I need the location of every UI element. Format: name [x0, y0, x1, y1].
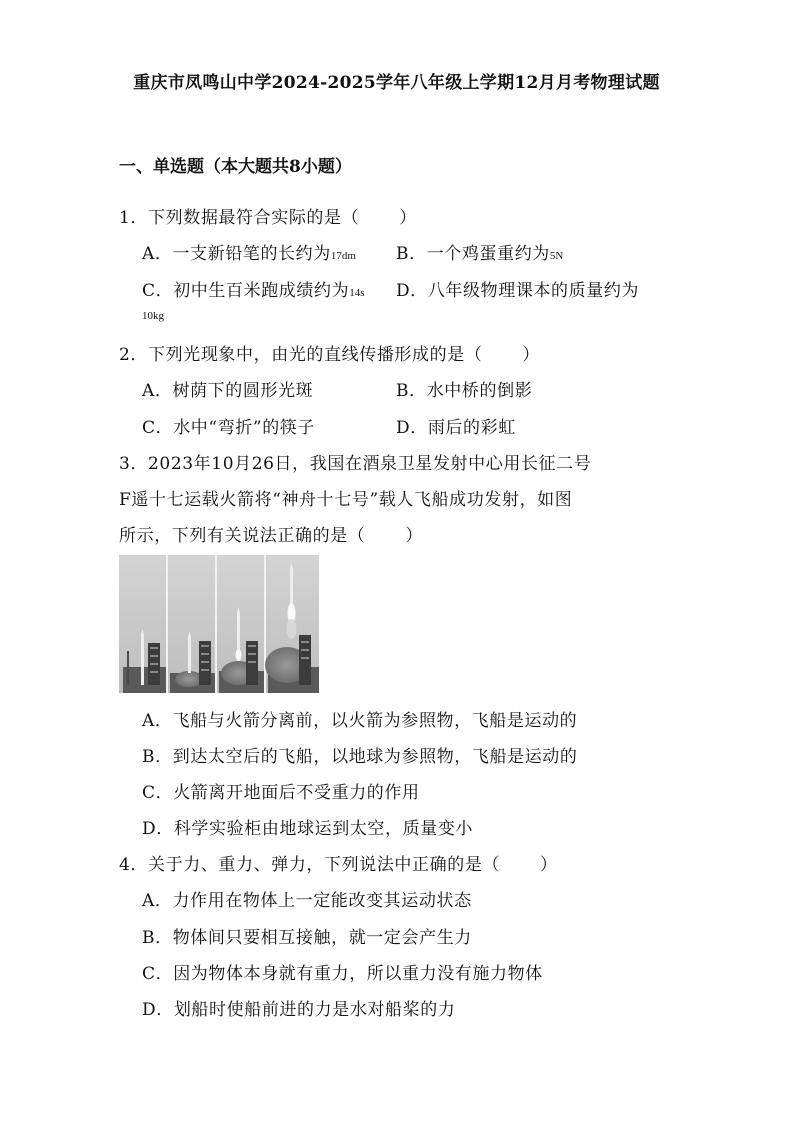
question-4-option-d: D．划船时使船前进的力是水对船桨的力	[142, 1000, 456, 1020]
option-c-text: C．初中生百米跑成绩约为	[142, 281, 350, 301]
option-b-value: 5N	[549, 250, 564, 262]
option-d-text: D．八年级物理课本的质量约为	[396, 281, 640, 301]
question-3-stem-close: ）	[405, 526, 424, 546]
question-4-stem-text: 4．关于力、重力、弹力，下列说法中正确的是（	[119, 855, 501, 875]
question-4-option-b: B．物体间只要相互接触，就一定会产生力	[142, 928, 472, 948]
question-3-stem-line-1: 3．2023年10月26日，我国在酒泉卫星发射中心用长征二号	[119, 454, 592, 474]
question-2-option-c: C．水中“弯折”的筷子	[142, 418, 315, 438]
option-a-value: 17dm	[330, 250, 356, 262]
question-2-stem-text: 2．下列光现象中，由光的直线传播形成的是（	[119, 345, 483, 365]
question-1-option-b	[396, 239, 563, 264]
question-3-option-a: A．飞船与火箭分离前，以火箭为参照物，飞船是运动的	[142, 711, 578, 731]
question-2-option-b: B．水中桥的倒影	[396, 381, 533, 401]
question-1-option-c	[142, 276, 365, 301]
question-2-stem-close: ）	[522, 345, 541, 365]
question-3-stem-text: 所示，下列有关说法正确的是（	[119, 526, 366, 546]
option-b-text: B．一个鸡蛋重约为	[396, 244, 550, 264]
section-heading: 一、单选题（本大题共8小题）	[119, 157, 352, 177]
question-1-stem	[119, 203, 417, 228]
question-1-stem-close: ）	[399, 208, 417, 228]
question-2-option-a: A．树荫下的圆形光斑	[142, 381, 314, 401]
question-4-option-c: C．因为物体本身就有重力，所以重力没有施力物体	[142, 964, 543, 984]
question-4-stem-close: ）	[540, 855, 558, 875]
question-3-stem-line-2: F遥十七运载火箭将“神舟十七号”载人飞船成功发射，如图	[119, 490, 573, 510]
question-1-stem-text: 1．下列数据最符合实际的是（	[119, 208, 360, 228]
question-3-option-d: D．科学实验柜由地球运到太空，质量变小	[142, 819, 474, 839]
question-4-stem	[119, 850, 558, 875]
option-a-text: A．一支新铅笔的长约为	[142, 244, 331, 264]
option-c-value: 14s	[349, 287, 365, 299]
question-1-option-d	[396, 276, 639, 301]
question-3-option-b: B．到达太空后的飞船，以地球为参照物，飞船是运动的	[142, 747, 578, 767]
question-2-stem	[119, 340, 540, 365]
question-1-option-a	[142, 239, 356, 264]
question-4-option-a: A．力作用在物体上一定能改变其运动状态	[142, 891, 472, 911]
question-2-option-d: D．雨后的彩虹	[396, 418, 516, 438]
question-3-stem-line-3	[119, 521, 423, 546]
question-3-option-c: C．火箭离开地面后不受重力的作用	[142, 783, 420, 803]
rocket-launch-photo	[119, 555, 319, 693]
page-title: 重庆市凤鸣山中学2024-2025学年八年级上学期12月月考物理试题	[133, 73, 660, 93]
question-1-option-d-value: 10kg	[142, 310, 164, 322]
